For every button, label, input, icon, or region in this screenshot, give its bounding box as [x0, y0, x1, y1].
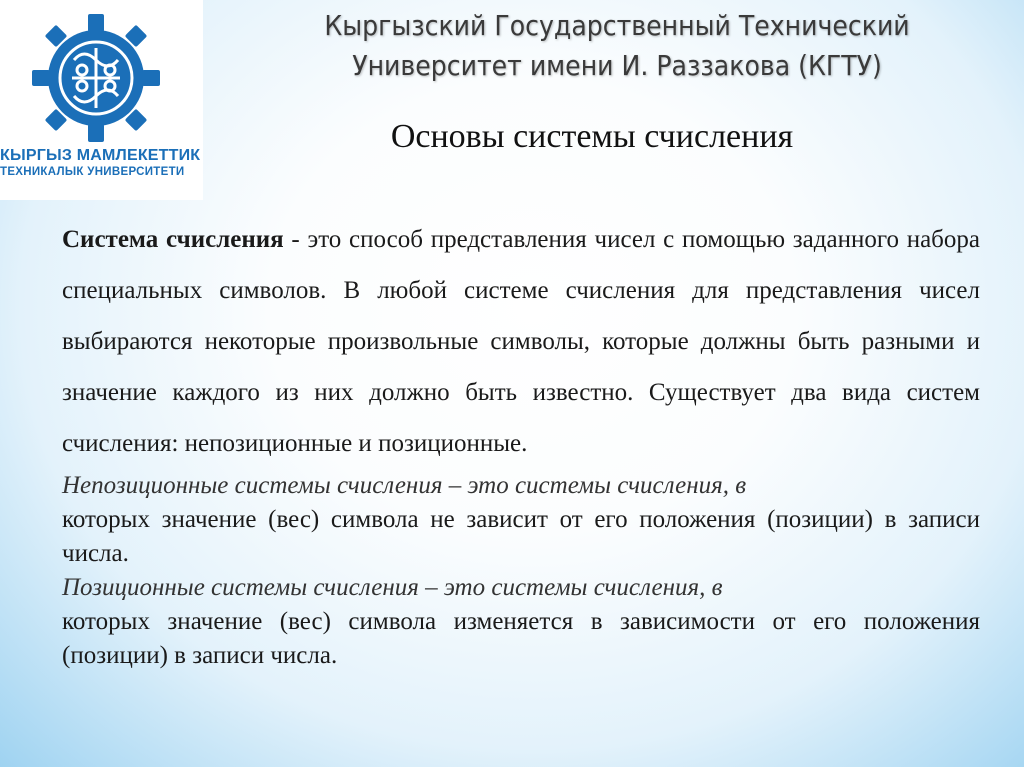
positional-text: которых значение (вес) символа изменяется в зависимости от его положения (позиции) в записи числа.: [62, 608, 980, 669]
university-logo: [0, 0, 203, 200]
university-name-line1: Кыргызский Государственный Технический: [324, 9, 910, 42]
slide-title: Основы системы счисления: [390, 118, 794, 155]
logo-text-line1: КЫРГЫЗ МАМЛЕКЕТТИК: [0, 147, 201, 164]
nonpositional-paragraph: [62, 469, 980, 571]
definition-paragraph: [62, 214, 980, 469]
gear-emblem-icon: [24, 8, 174, 148]
university-name: [222, 6, 1012, 86]
logo-text-line2: ТЕХНИКАЛЫК УНИВЕРСИТЕТИ: [0, 166, 185, 178]
positional-paragraph: [62, 571, 980, 673]
definition-text: - это способ представления чисел с помощью заданного набора специальных символов. В любой системе счисления для представления чисел выбираются некоторые произвольные символы, которые должны быть разными и значение каждого из них должно быть известно. Существует два вида систем счисления: непозиционные и позиционные.: [62, 226, 980, 457]
slide-body: [62, 214, 980, 673]
definition-term: Система счисления: [62, 226, 284, 253]
positional-heading: Позиционные системы счисления – это системы счисления, в: [62, 574, 723, 601]
university-name-line2: Университет имени И. Раззакова (КГТУ): [352, 49, 882, 82]
nonpositional-text: которых значение (вес) символа не зависит от его положения (позиции) в записи числа.: [62, 506, 980, 567]
nonpositional-heading: Непозиционные системы счисления – это системы счисления, в: [62, 472, 747, 499]
